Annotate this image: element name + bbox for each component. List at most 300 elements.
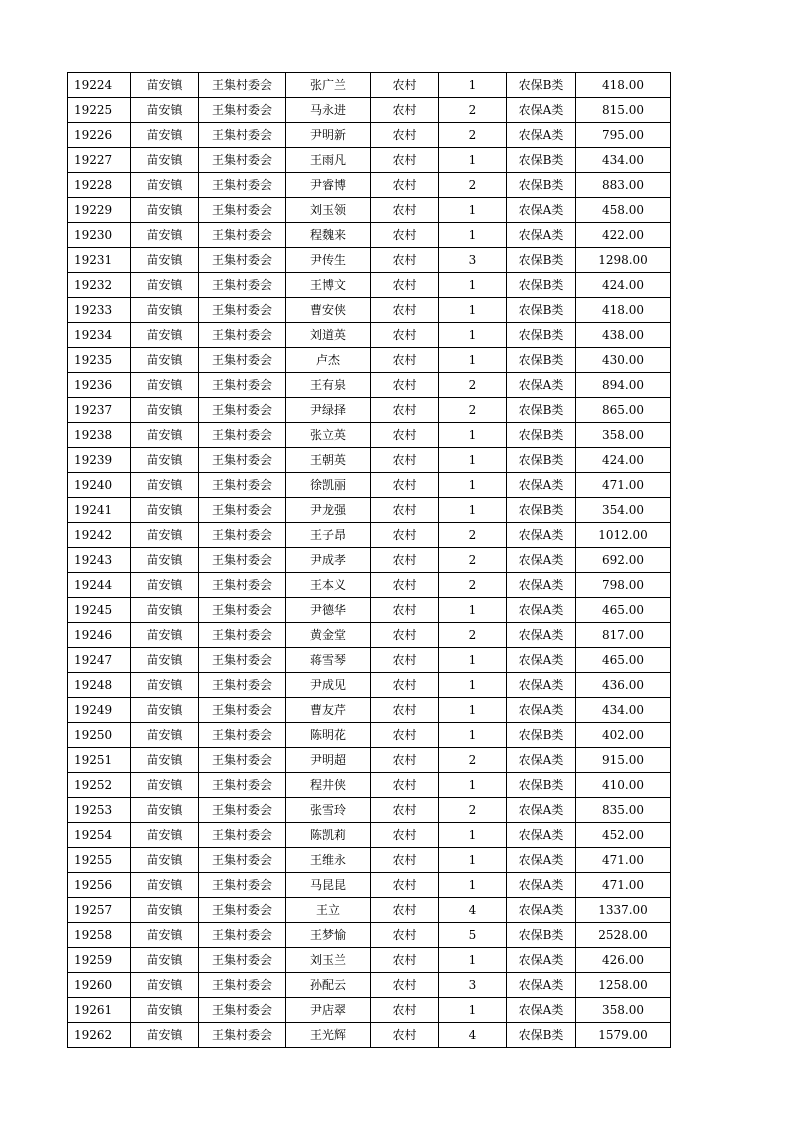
household-type-cell: 农村 bbox=[371, 398, 439, 423]
town-cell: 苗安镇 bbox=[131, 998, 199, 1023]
village-committee-cell: 王集村委会 bbox=[199, 273, 286, 298]
town-cell: 苗安镇 bbox=[131, 423, 199, 448]
village-committee-cell: 王集村委会 bbox=[199, 423, 286, 448]
household-type-cell: 农村 bbox=[371, 648, 439, 673]
record-id-cell: 19253 bbox=[68, 798, 131, 823]
table-row bbox=[68, 948, 671, 973]
town-cell: 苗安镇 bbox=[131, 898, 199, 923]
member-count-cell: 2 bbox=[439, 173, 507, 198]
table-row bbox=[68, 548, 671, 573]
table-row bbox=[68, 248, 671, 273]
category-cell: 农保A类 bbox=[507, 123, 576, 148]
name-cell: 张立英 bbox=[286, 423, 371, 448]
data-table bbox=[67, 72, 671, 1048]
member-count-cell: 1 bbox=[439, 773, 507, 798]
household-type-cell: 农村 bbox=[371, 373, 439, 398]
member-count-cell: 2 bbox=[439, 373, 507, 398]
amount-cell: 915.00 bbox=[576, 748, 671, 773]
member-count-cell: 3 bbox=[439, 248, 507, 273]
amount-cell: 815.00 bbox=[576, 98, 671, 123]
amount-cell: 883.00 bbox=[576, 173, 671, 198]
category-cell: 农保B类 bbox=[507, 423, 576, 448]
category-cell: 农保A类 bbox=[507, 948, 576, 973]
amount-cell: 692.00 bbox=[576, 548, 671, 573]
record-id-cell: 19224 bbox=[68, 73, 131, 98]
amount-cell: 436.00 bbox=[576, 673, 671, 698]
member-count-cell: 2 bbox=[439, 123, 507, 148]
amount-cell: 835.00 bbox=[576, 798, 671, 823]
household-type-cell: 农村 bbox=[371, 73, 439, 98]
name-cell: 王朝英 bbox=[286, 448, 371, 473]
table-row bbox=[68, 998, 671, 1023]
category-cell: 农保B类 bbox=[507, 73, 576, 98]
category-cell: 农保A类 bbox=[507, 98, 576, 123]
amount-cell: 418.00 bbox=[576, 73, 671, 98]
name-cell: 王光辉 bbox=[286, 1023, 371, 1048]
amount-cell: 358.00 bbox=[576, 998, 671, 1023]
village-committee-cell: 王集村委会 bbox=[199, 598, 286, 623]
member-count-cell: 1 bbox=[439, 498, 507, 523]
category-cell: 农保A类 bbox=[507, 623, 576, 648]
town-cell: 苗安镇 bbox=[131, 948, 199, 973]
amount-cell: 430.00 bbox=[576, 348, 671, 373]
table-row bbox=[68, 798, 671, 823]
household-type-cell: 农村 bbox=[371, 873, 439, 898]
household-type-cell: 农村 bbox=[371, 423, 439, 448]
record-id-cell: 19255 bbox=[68, 848, 131, 873]
amount-cell: 358.00 bbox=[576, 423, 671, 448]
table-row bbox=[68, 823, 671, 848]
amount-cell: 452.00 bbox=[576, 823, 671, 848]
name-cell: 马昆昆 bbox=[286, 873, 371, 898]
village-committee-cell: 王集村委会 bbox=[199, 98, 286, 123]
name-cell: 曹安侠 bbox=[286, 298, 371, 323]
town-cell: 苗安镇 bbox=[131, 698, 199, 723]
name-cell: 徐凯丽 bbox=[286, 473, 371, 498]
amount-cell: 434.00 bbox=[576, 698, 671, 723]
table-row bbox=[68, 573, 671, 598]
table-row bbox=[68, 748, 671, 773]
table-row bbox=[68, 598, 671, 623]
table-row bbox=[68, 98, 671, 123]
table-row bbox=[68, 298, 671, 323]
category-cell: 农保A类 bbox=[507, 898, 576, 923]
record-id-cell: 19235 bbox=[68, 348, 131, 373]
household-type-cell: 农村 bbox=[371, 1023, 439, 1048]
town-cell: 苗安镇 bbox=[131, 298, 199, 323]
household-type-cell: 农村 bbox=[371, 323, 439, 348]
record-id-cell: 19257 bbox=[68, 898, 131, 923]
household-type-cell: 农村 bbox=[371, 598, 439, 623]
household-type-cell: 农村 bbox=[371, 498, 439, 523]
record-id-cell: 19256 bbox=[68, 873, 131, 898]
village-committee-cell: 王集村委会 bbox=[199, 823, 286, 848]
category-cell: 农保B类 bbox=[507, 398, 576, 423]
category-cell: 农保B类 bbox=[507, 248, 576, 273]
village-committee-cell: 王集村委会 bbox=[199, 998, 286, 1023]
table-row bbox=[68, 923, 671, 948]
record-id-cell: 19261 bbox=[68, 998, 131, 1023]
amount-cell: 471.00 bbox=[576, 873, 671, 898]
household-type-cell: 农村 bbox=[371, 748, 439, 773]
village-committee-cell: 王集村委会 bbox=[199, 873, 286, 898]
table-row bbox=[68, 323, 671, 348]
member-count-cell: 1 bbox=[439, 148, 507, 173]
category-cell: 农保A类 bbox=[507, 573, 576, 598]
category-cell: 农保A类 bbox=[507, 373, 576, 398]
town-cell: 苗安镇 bbox=[131, 748, 199, 773]
town-cell: 苗安镇 bbox=[131, 473, 199, 498]
record-id-cell: 19252 bbox=[68, 773, 131, 798]
amount-cell: 410.00 bbox=[576, 773, 671, 798]
table-row bbox=[68, 148, 671, 173]
member-count-cell: 1 bbox=[439, 598, 507, 623]
amount-cell: 817.00 bbox=[576, 623, 671, 648]
table-row bbox=[68, 723, 671, 748]
name-cell: 尹成见 bbox=[286, 673, 371, 698]
record-id-cell: 19246 bbox=[68, 623, 131, 648]
member-count-cell: 5 bbox=[439, 923, 507, 948]
table-row bbox=[68, 773, 671, 798]
household-type-cell: 农村 bbox=[371, 198, 439, 223]
town-cell: 苗安镇 bbox=[131, 923, 199, 948]
category-cell: 农保A类 bbox=[507, 798, 576, 823]
record-id-cell: 19236 bbox=[68, 373, 131, 398]
category-cell: 农保B类 bbox=[507, 148, 576, 173]
category-cell: 农保B类 bbox=[507, 298, 576, 323]
record-id-cell: 19225 bbox=[68, 98, 131, 123]
village-committee-cell: 王集村委会 bbox=[199, 498, 286, 523]
village-committee-cell: 王集村委会 bbox=[199, 448, 286, 473]
record-id-cell: 19229 bbox=[68, 198, 131, 223]
amount-cell: 894.00 bbox=[576, 373, 671, 398]
amount-cell: 465.00 bbox=[576, 648, 671, 673]
table-row bbox=[68, 398, 671, 423]
member-count-cell: 1 bbox=[439, 348, 507, 373]
member-count-cell: 1 bbox=[439, 198, 507, 223]
category-cell: 农保B类 bbox=[507, 448, 576, 473]
household-type-cell: 农村 bbox=[371, 673, 439, 698]
category-cell: 农保A类 bbox=[507, 973, 576, 998]
household-type-cell: 农村 bbox=[371, 473, 439, 498]
household-type-cell: 农村 bbox=[371, 973, 439, 998]
village-committee-cell: 王集村委会 bbox=[199, 123, 286, 148]
household-type-cell: 农村 bbox=[371, 623, 439, 648]
town-cell: 苗安镇 bbox=[131, 323, 199, 348]
amount-cell: 865.00 bbox=[576, 398, 671, 423]
household-type-cell: 农村 bbox=[371, 773, 439, 798]
town-cell: 苗安镇 bbox=[131, 248, 199, 273]
household-type-cell: 农村 bbox=[371, 148, 439, 173]
category-cell: 农保A类 bbox=[507, 473, 576, 498]
amount-cell: 465.00 bbox=[576, 598, 671, 623]
village-committee-cell: 王集村委会 bbox=[199, 698, 286, 723]
amount-cell: 424.00 bbox=[576, 273, 671, 298]
village-committee-cell: 王集村委会 bbox=[199, 173, 286, 198]
amount-cell: 418.00 bbox=[576, 298, 671, 323]
record-id-cell: 19231 bbox=[68, 248, 131, 273]
town-cell: 苗安镇 bbox=[131, 223, 199, 248]
town-cell: 苗安镇 bbox=[131, 198, 199, 223]
amount-cell: 458.00 bbox=[576, 198, 671, 223]
category-cell: 农保B类 bbox=[507, 1023, 576, 1048]
household-type-cell: 农村 bbox=[371, 298, 439, 323]
town-cell: 苗安镇 bbox=[131, 348, 199, 373]
table-row bbox=[68, 623, 671, 648]
member-count-cell: 1 bbox=[439, 298, 507, 323]
village-committee-cell: 王集村委会 bbox=[199, 473, 286, 498]
table-row bbox=[68, 898, 671, 923]
name-cell: 王立 bbox=[286, 898, 371, 923]
table-row bbox=[68, 373, 671, 398]
village-committee-cell: 王集村委会 bbox=[199, 673, 286, 698]
village-committee-cell: 王集村委会 bbox=[199, 848, 286, 873]
table-row bbox=[68, 523, 671, 548]
member-count-cell: 1 bbox=[439, 998, 507, 1023]
record-id-cell: 19230 bbox=[68, 223, 131, 248]
record-id-cell: 19250 bbox=[68, 723, 131, 748]
household-type-cell: 农村 bbox=[371, 948, 439, 973]
town-cell: 苗安镇 bbox=[131, 673, 199, 698]
village-committee-cell: 王集村委会 bbox=[199, 548, 286, 573]
record-id-cell: 19247 bbox=[68, 648, 131, 673]
record-id-cell: 19248 bbox=[68, 673, 131, 698]
town-cell: 苗安镇 bbox=[131, 123, 199, 148]
village-committee-cell: 王集村委会 bbox=[199, 298, 286, 323]
member-count-cell: 1 bbox=[439, 323, 507, 348]
record-id-cell: 19251 bbox=[68, 748, 131, 773]
record-id-cell: 19259 bbox=[68, 948, 131, 973]
table-row bbox=[68, 648, 671, 673]
name-cell: 尹传生 bbox=[286, 248, 371, 273]
record-id-cell: 19262 bbox=[68, 1023, 131, 1048]
household-type-cell: 农村 bbox=[371, 548, 439, 573]
member-count-cell: 2 bbox=[439, 548, 507, 573]
household-type-cell: 农村 bbox=[371, 698, 439, 723]
member-count-cell: 1 bbox=[439, 673, 507, 698]
household-type-cell: 农村 bbox=[371, 273, 439, 298]
amount-cell: 1579.00 bbox=[576, 1023, 671, 1048]
category-cell: 农保A类 bbox=[507, 223, 576, 248]
household-type-cell: 农村 bbox=[371, 823, 439, 848]
category-cell: 农保A类 bbox=[507, 548, 576, 573]
table-body bbox=[68, 73, 671, 1048]
amount-cell: 471.00 bbox=[576, 848, 671, 873]
member-count-cell: 4 bbox=[439, 898, 507, 923]
table-row bbox=[68, 873, 671, 898]
category-cell: 农保B类 bbox=[507, 498, 576, 523]
name-cell: 卢杰 bbox=[286, 348, 371, 373]
town-cell: 苗安镇 bbox=[131, 848, 199, 873]
category-cell: 农保A类 bbox=[507, 198, 576, 223]
household-type-cell: 农村 bbox=[371, 248, 439, 273]
table-row bbox=[68, 423, 671, 448]
member-count-cell: 2 bbox=[439, 748, 507, 773]
amount-cell: 2528.00 bbox=[576, 923, 671, 948]
table-row bbox=[68, 473, 671, 498]
member-count-cell: 2 bbox=[439, 798, 507, 823]
amount-cell: 354.00 bbox=[576, 498, 671, 523]
record-id-cell: 19249 bbox=[68, 698, 131, 723]
amount-cell: 438.00 bbox=[576, 323, 671, 348]
table-row bbox=[68, 973, 671, 998]
village-committee-cell: 王集村委会 bbox=[199, 373, 286, 398]
name-cell: 王有泉 bbox=[286, 373, 371, 398]
village-committee-cell: 王集村委会 bbox=[199, 148, 286, 173]
name-cell: 王博文 bbox=[286, 273, 371, 298]
village-committee-cell: 王集村委会 bbox=[199, 323, 286, 348]
name-cell: 尹明新 bbox=[286, 123, 371, 148]
household-type-cell: 农村 bbox=[371, 923, 439, 948]
town-cell: 苗安镇 bbox=[131, 148, 199, 173]
household-type-cell: 农村 bbox=[371, 448, 439, 473]
name-cell: 程魏来 bbox=[286, 223, 371, 248]
name-cell: 刘玉兰 bbox=[286, 948, 371, 973]
record-id-cell: 19258 bbox=[68, 923, 131, 948]
record-id-cell: 19237 bbox=[68, 398, 131, 423]
member-count-cell: 1 bbox=[439, 698, 507, 723]
name-cell: 尹龙强 bbox=[286, 498, 371, 523]
category-cell: 农保B类 bbox=[507, 723, 576, 748]
town-cell: 苗安镇 bbox=[131, 173, 199, 198]
household-type-cell: 农村 bbox=[371, 898, 439, 923]
village-committee-cell: 王集村委会 bbox=[199, 73, 286, 98]
name-cell: 王本义 bbox=[286, 573, 371, 598]
table-row bbox=[68, 73, 671, 98]
name-cell: 尹成孝 bbox=[286, 548, 371, 573]
record-id-cell: 19239 bbox=[68, 448, 131, 473]
town-cell: 苗安镇 bbox=[131, 798, 199, 823]
member-count-cell: 1 bbox=[439, 448, 507, 473]
category-cell: 农保A类 bbox=[507, 523, 576, 548]
name-cell: 陈明花 bbox=[286, 723, 371, 748]
record-id-cell: 19242 bbox=[68, 523, 131, 548]
village-committee-cell: 王集村委会 bbox=[199, 223, 286, 248]
village-committee-cell: 王集村委会 bbox=[199, 1023, 286, 1048]
amount-cell: 426.00 bbox=[576, 948, 671, 973]
record-id-cell: 19233 bbox=[68, 298, 131, 323]
member-count-cell: 1 bbox=[439, 223, 507, 248]
record-id-cell: 19243 bbox=[68, 548, 131, 573]
town-cell: 苗安镇 bbox=[131, 598, 199, 623]
record-id-cell: 19238 bbox=[68, 423, 131, 448]
village-committee-cell: 王集村委会 bbox=[199, 948, 286, 973]
household-type-cell: 农村 bbox=[371, 173, 439, 198]
member-count-cell: 3 bbox=[439, 973, 507, 998]
amount-cell: 471.00 bbox=[576, 473, 671, 498]
village-committee-cell: 王集村委会 bbox=[199, 773, 286, 798]
name-cell: 刘道英 bbox=[286, 323, 371, 348]
village-committee-cell: 王集村委会 bbox=[199, 348, 286, 373]
town-cell: 苗安镇 bbox=[131, 523, 199, 548]
name-cell: 王雨凡 bbox=[286, 148, 371, 173]
amount-cell: 795.00 bbox=[576, 123, 671, 148]
member-count-cell: 1 bbox=[439, 73, 507, 98]
amount-cell: 1337.00 bbox=[576, 898, 671, 923]
town-cell: 苗安镇 bbox=[131, 773, 199, 798]
name-cell: 陈凯莉 bbox=[286, 823, 371, 848]
household-type-cell: 农村 bbox=[371, 348, 439, 373]
member-count-cell: 1 bbox=[439, 423, 507, 448]
amount-cell: 402.00 bbox=[576, 723, 671, 748]
record-id-cell: 19245 bbox=[68, 598, 131, 623]
member-count-cell: 2 bbox=[439, 98, 507, 123]
village-committee-cell: 王集村委会 bbox=[199, 623, 286, 648]
category-cell: 农保A类 bbox=[507, 648, 576, 673]
table-row bbox=[68, 223, 671, 248]
category-cell: 农保A类 bbox=[507, 748, 576, 773]
name-cell: 王梦愉 bbox=[286, 923, 371, 948]
table-row bbox=[68, 848, 671, 873]
member-count-cell: 2 bbox=[439, 523, 507, 548]
member-count-cell: 1 bbox=[439, 848, 507, 873]
household-type-cell: 农村 bbox=[371, 573, 439, 598]
member-count-cell: 1 bbox=[439, 273, 507, 298]
member-count-cell: 1 bbox=[439, 473, 507, 498]
town-cell: 苗安镇 bbox=[131, 398, 199, 423]
name-cell: 孙配云 bbox=[286, 973, 371, 998]
village-committee-cell: 王集村委会 bbox=[199, 523, 286, 548]
record-id-cell: 19244 bbox=[68, 573, 131, 598]
name-cell: 黄金堂 bbox=[286, 623, 371, 648]
amount-cell: 1298.00 bbox=[576, 248, 671, 273]
category-cell: 农保A类 bbox=[507, 823, 576, 848]
category-cell: 农保A类 bbox=[507, 598, 576, 623]
name-cell: 王子昂 bbox=[286, 523, 371, 548]
name-cell: 尹明超 bbox=[286, 748, 371, 773]
village-committee-cell: 王集村委会 bbox=[199, 748, 286, 773]
category-cell: 农保A类 bbox=[507, 698, 576, 723]
name-cell: 尹店翠 bbox=[286, 998, 371, 1023]
category-cell: 农保B类 bbox=[507, 773, 576, 798]
name-cell: 蒋雪琴 bbox=[286, 648, 371, 673]
village-committee-cell: 王集村委会 bbox=[199, 923, 286, 948]
category-cell: 农保B类 bbox=[507, 323, 576, 348]
table-row bbox=[68, 123, 671, 148]
name-cell: 刘玉领 bbox=[286, 198, 371, 223]
category-cell: 农保B类 bbox=[507, 348, 576, 373]
amount-cell: 1258.00 bbox=[576, 973, 671, 998]
town-cell: 苗安镇 bbox=[131, 273, 199, 298]
household-type-cell: 农村 bbox=[371, 848, 439, 873]
amount-cell: 1012.00 bbox=[576, 523, 671, 548]
table-row bbox=[68, 698, 671, 723]
town-cell: 苗安镇 bbox=[131, 548, 199, 573]
member-count-cell: 2 bbox=[439, 623, 507, 648]
name-cell: 马永进 bbox=[286, 98, 371, 123]
town-cell: 苗安镇 bbox=[131, 98, 199, 123]
town-cell: 苗安镇 bbox=[131, 973, 199, 998]
record-id-cell: 19228 bbox=[68, 173, 131, 198]
member-count-cell: 1 bbox=[439, 948, 507, 973]
category-cell: 农保B类 bbox=[507, 273, 576, 298]
name-cell: 尹绿择 bbox=[286, 398, 371, 423]
town-cell: 苗安镇 bbox=[131, 573, 199, 598]
record-id-cell: 19240 bbox=[68, 473, 131, 498]
member-count-cell: 1 bbox=[439, 723, 507, 748]
household-type-cell: 农村 bbox=[371, 123, 439, 148]
record-id-cell: 19241 bbox=[68, 498, 131, 523]
village-committee-cell: 王集村委会 bbox=[199, 398, 286, 423]
town-cell: 苗安镇 bbox=[131, 498, 199, 523]
household-type-cell: 农村 bbox=[371, 98, 439, 123]
table-row bbox=[68, 1023, 671, 1048]
household-type-cell: 农村 bbox=[371, 223, 439, 248]
village-committee-cell: 王集村委会 bbox=[199, 723, 286, 748]
record-id-cell: 19226 bbox=[68, 123, 131, 148]
town-cell: 苗安镇 bbox=[131, 723, 199, 748]
village-committee-cell: 王集村委会 bbox=[199, 973, 286, 998]
